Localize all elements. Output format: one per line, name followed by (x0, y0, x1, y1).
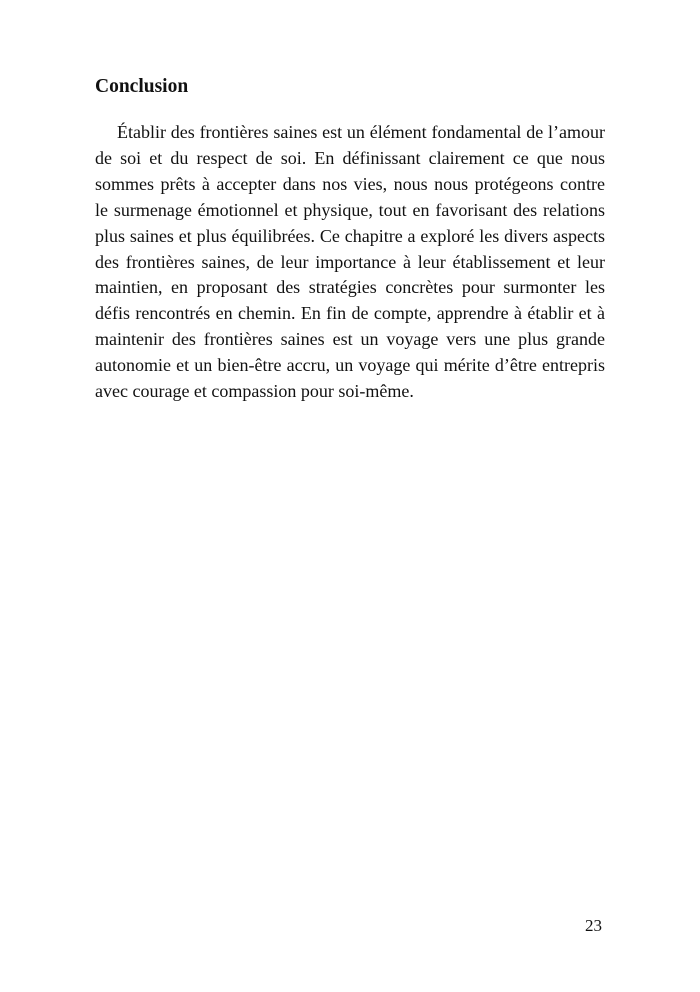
paragraph-line: sommes prêts à accepter dans nos vies, nous nous protégeons contre (95, 173, 605, 194)
page-number: 23 (585, 916, 602, 935)
paragraph-line: plus saines et plus équilibrées. Ce chapitre a exploré les divers aspects (95, 225, 605, 246)
paragraph-line: le surmenage émotionnel et physique, tout en favorisant des relations (95, 199, 605, 220)
paragraph-line: autonomie et un bien-être accru, un voyage qui mérite d’être entrepris (95, 355, 605, 376)
paragraph-line: maintien, en proposant des stratégies concrètes pour surmonter les (95, 277, 605, 298)
paragraph-line: défis rencontrés en chemin. En fin de compte, apprendre à établir et à (95, 303, 605, 324)
section-heading: Conclusion (95, 76, 189, 97)
paragraph-line: avec courage et compassion pour soi-même. (95, 381, 414, 402)
paragraph-line: de soi et du respect de soi. En définissant clairement ce que nous (95, 147, 605, 168)
paragraph-line: Établir des frontières saines est un élément fondamental de l’amour (117, 122, 605, 142)
paragraph-line: des frontières saines, de leur importance à leur établissement et leur (95, 251, 605, 272)
paragraph-line: maintenir des frontières saines est un voyage vers une plus grande (95, 329, 605, 350)
body-paragraph (95, 120, 605, 405)
